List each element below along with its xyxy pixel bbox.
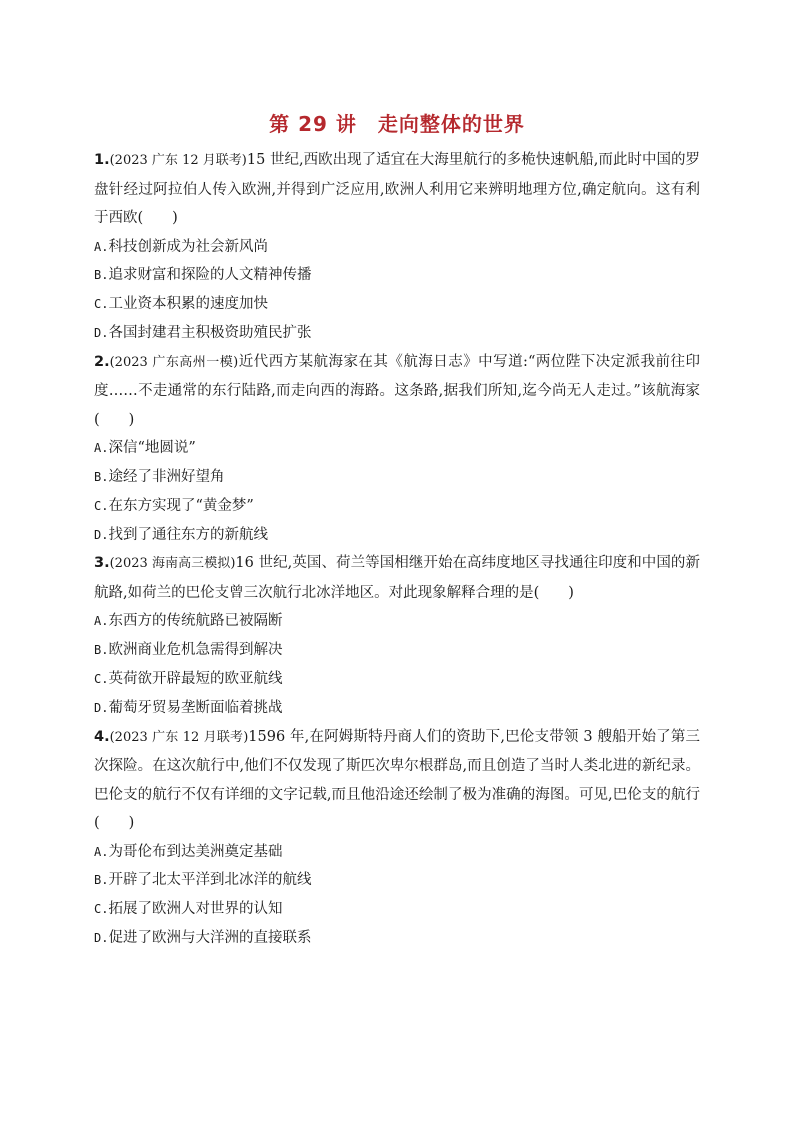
- option-d: [94, 521, 700, 550]
- option-text: 科技创新成为社会新风尚: [108, 238, 268, 255]
- option-letter: D.: [94, 325, 109, 340]
- option-text: 追求财富和探险的人文精神传播: [108, 267, 312, 284]
- option-text: 深信“地圆说”: [108, 440, 196, 457]
- option-letter: B.: [94, 268, 109, 283]
- option-text: 各国封建君主积极资助殖民扩张: [108, 324, 312, 341]
- option-a: [94, 607, 700, 636]
- option-letter: B.: [94, 643, 109, 658]
- question-4: [94, 723, 700, 953]
- option-letter: A.: [94, 441, 109, 456]
- option-c: [94, 665, 700, 694]
- question-text: 16 世纪,英国、荷兰等国相继开始在高纬度地区寻找通往印度和中国的新航路,如荷兰的巴伦支曾三次航行北冰洋地区。对此现象解释合理的是( ): [94, 555, 700, 601]
- option-letter: D.: [94, 527, 109, 542]
- question-list: [94, 146, 700, 953]
- question-stem: [94, 348, 700, 435]
- question-number: 1.: [94, 152, 110, 168]
- question-source: (2023 广东高州一模): [109, 354, 239, 370]
- question-source: (2023 广东 12 月联考): [109, 729, 249, 745]
- option-letter: A.: [94, 614, 109, 629]
- option-text: 英荷欲开辟最短的欧亚航线: [108, 670, 283, 687]
- question-2: [94, 348, 700, 550]
- question-1: [94, 146, 700, 348]
- question-source: (2023 海南高三模拟): [109, 556, 236, 572]
- question-text: 1596 年,在阿姆斯特丹商人们的资助下,巴伦支带领 3 艘船开始了第三次探险。在这次航行中,他们不仅发现了斯匹次卑尔根群岛,而且创造了当时人类北进的新纪录。巴伦支的航行不仅有详细的文字记载,而且他沿途还绘制了极为准确的海图。可见,巴伦支的航行( ): [94, 728, 700, 832]
- question-source: (2023 广东 12 月联考): [109, 153, 247, 168]
- option-letter: C.: [94, 671, 109, 686]
- option-text: 开辟了北太平洋到北冰洋的航线: [108, 872, 312, 889]
- option-letter: C.: [94, 902, 109, 917]
- option-d: [94, 694, 700, 723]
- option-a: [94, 838, 700, 867]
- question-number: 4.: [94, 728, 110, 745]
- option-text: 为哥伦布到达美洲奠定基础: [108, 843, 283, 860]
- option-text: 葡萄牙贸易垄断面临着挑战: [108, 699, 283, 716]
- option-text: 工业资本积累的速度加快: [108, 296, 268, 313]
- option-c: [94, 290, 700, 319]
- question-stem: [94, 723, 700, 838]
- option-a: [94, 233, 700, 262]
- question-text: 15 世纪,西欧出现了适宜在大海里航行的多桅快速帆船,而此时中国的罗盘针经过阿拉伯人传入欧洲,并得到广泛应用,欧洲人利用它来辨明地理方位,确定航向。这有利于西欧( ): [94, 152, 700, 226]
- question-3: [94, 549, 700, 722]
- option-c: [94, 895, 700, 924]
- option-d: [94, 319, 700, 348]
- option-text: 在东方实现了“黄金梦”: [108, 497, 254, 514]
- option-letter: D.: [94, 930, 109, 945]
- option-b: [94, 463, 700, 492]
- question-number: 2.: [94, 353, 110, 370]
- question-number: 3.: [94, 555, 110, 572]
- option-text: 促进了欧洲与大洋洲的直接联系: [108, 929, 312, 946]
- option-a: [94, 434, 700, 463]
- option-b: [94, 636, 700, 665]
- option-text: 东西方的传统航路已被隔断: [108, 613, 283, 630]
- option-text: 欧洲商业危机急需得到解决: [108, 642, 283, 659]
- option-letter: C.: [94, 498, 109, 513]
- question-stem: [94, 549, 700, 607]
- option-d: [94, 924, 700, 953]
- question-stem: [94, 146, 700, 233]
- page-title: 第 29 讲 走向整体的世界: [269, 112, 525, 136]
- option-text: 拓展了欧洲人对世界的认知: [108, 901, 283, 918]
- option-text: 途经了非洲好望角: [108, 468, 225, 485]
- option-c: [94, 492, 700, 521]
- option-letter: D.: [94, 700, 109, 715]
- option-b: [94, 866, 700, 895]
- option-letter: B.: [94, 873, 109, 888]
- option-letter: A.: [94, 844, 109, 859]
- option-letter: A.: [94, 239, 109, 254]
- option-b: [94, 261, 700, 290]
- option-text: 找到了通往东方的新航线: [108, 526, 268, 543]
- question-text: 近代西方某航海家在其《航海日志》中写道:“两位陛下决定派我前往印度……不走通常的东行陆路,而走向西的海路。这条路,据我们所知,迄今尚无人走过。”该航海家( ): [94, 353, 700, 428]
- option-letter: C.: [94, 297, 109, 312]
- option-letter: B.: [94, 469, 109, 484]
